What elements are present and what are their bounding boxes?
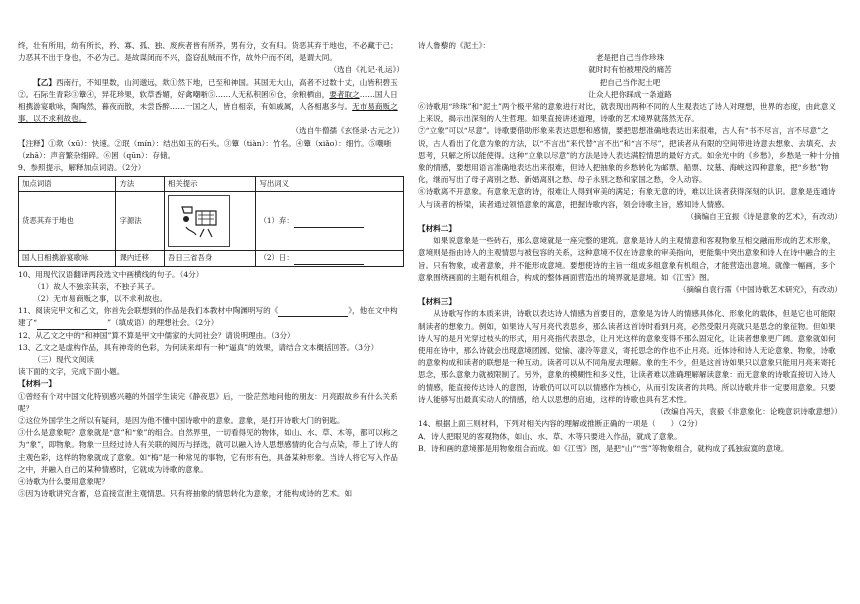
answer-blank[interactable] [294,256,364,265]
material-label: 【材料一】 [18,379,56,389]
source-citation: （摘编自王宜振《诗是意象的艺术》，有改动） [686,211,842,221]
material-label: 【材料二】 [418,224,456,234]
instruction: 读下面的文字，完成下面小题。 [18,367,125,377]
material-label: 【材料三】 [418,297,456,307]
table-header: 方法 [116,177,164,192]
option-a: A．诗人把眼见的客观物体，如山、水、草、木等只要进入作品，就成了意象。 [418,431,682,441]
text-paragraph: ①曾经有个对中国文化特别感兴趣的外国学生读完《静夜思》后，一脸茫然地问他的朋友：月亮跟故乡有什么关系呢？ [18,391,398,413]
question-9: 9、参照提示，解释加点词语。（2分） [18,163,146,173]
poem-line: 就时时有怕被埋没的痛苦 [588,65,672,75]
text-paragraph: ⑥诗歌用“珍珠”和“泥土”两个极平常的意象进行对比，就表现出两种不同的人生观表达了诗人对理想，世界的态度，由此意义上来说，揭示出深刻的人生哲理。如果直接讲述道理，诗歌的艺术境界就荡然无存。 [418,102,836,124]
question-10: 10、用现代汉语翻译两段选文中画横线的句子。（4分） [18,269,204,279]
table-cell [164,192,255,251]
text-paragraph: ④诗歌为什么要用意象呢？ [18,477,110,487]
text-paragraph: 终，壮有所用，幼有所长，矜、寡、孤、独、废疾者皆有所养，男有分，女有归。货恶其弃于地也，不必藏于己；力恶其不出于身也，不必为己。是故谋闭而不兴，盗窃乱贼而不作，故外户而不闭，是谓大同。 [18,41,398,63]
text-paragraph: ⑤因为诗歌讲究含蓄，总直接宣泄主观情思。只有将抽象的情思转化为意象，才能构成诗的艺术。如 [18,489,353,499]
option-b: B．诗和画的意境都是用物象组合而成。如《江雪》图，是把“山”“雪”等物象组合，就构成了孤独寂寞的意境。 [418,443,789,453]
source-citation: （选自牛僧孺《玄怪录·古元之》） [291,126,404,136]
annotation-note: 【注释】①欻（xū）：快速。②珉（mín）：结出如玉的石头。③簟（tiàn）：竹名。④簟（xiǎo）：细竹。⑤嘲哳（zhā）：声音繁杂细碎。⑥囷（qūn）：存储。 [18,138,392,160]
table-cell [256,192,404,251]
poem-line: 把自己当作泥土吧 [599,77,661,87]
glyph-drawing-icon [174,201,224,241]
source-citation: （选自《礼记·礼运》） [329,65,404,75]
table-header: 加点词语 [19,177,116,192]
table-cell: 课内迁移 [116,251,164,266]
section-heading: （三）现代文阅读 [33,355,94,365]
question-14: 14、根据上面三则材料，下列对相关内容的理解或推断正确的一项是（ ）（2分） [418,419,703,429]
left-column [18,40,404,501]
vocab-table [18,176,404,266]
question-13: 13、乙文之是虚构作品，具有神奇的色彩，为何读来却有一种“逼真”的效果，请结合文本概括回答。（3分） [18,342,379,352]
table-cell: 吾日三省吾身 [164,251,255,266]
text-paragraph: ②这位外国学生之所以有疑问，是因为他不懂中国诗歌中的意象。意象，是打开诗歌大门的钥匙。 [18,416,345,426]
poem-line: 让众人把你踩成一条道路 [588,89,672,99]
question-10-item: （1）故人不独亲其亲，不独子其子。 [33,281,160,291]
underlined-sentence: 无市易商贩之事，以不求利故也。 [18,102,398,124]
section-label: 【乙】 [33,77,56,87]
answer-blank[interactable] [37,321,107,330]
poem [418,52,842,101]
text-paragraph: 如果说意象是一些砖石，那么意境就是一座完整的建筑。意象是诗人的主观情意和客观物象互相交融而形成的艺术形象，意境则是指由诗人的主观情思与被包容的关系，这种意境不仅在诗意象的审美指向，更能集中突出意象和诗人在诗中融合的主旨。只有物象，或者意象，并不能形成意境。要想使诗的主旨一组成多组意象有机组合，才能营造出意境。就像一幅画，多个意象围绕画面的主题有机组合，构成的整体画面营造出的境界就是意境。如《江雪》图。 [418,236,836,282]
source-citation: （摘编自袁行霈《中国诗歌艺术研究》，有改动） [678,285,842,295]
answer-blank[interactable] [294,219,364,228]
answer-prompt: （2）日： [259,253,294,263]
poem-line: 老是把自己当作珍珠 [595,53,665,63]
text-paragraph: ③什么是意象呢？意象就是“意”和“象”的组合。自然界里，一切看得见的物体，如山、水、草、木等，都可以称之为“象”，即物象。物象一旦经过诗人有关联的阅历与择选，就可以融入诗人思想感情的化合与点染，带上了诗人的主观色彩，这样的物象就成了意象。如“梅”是一种常见的事物，它有形有色，具备某种形象。当诗人将它写入作品之中，并融入自己的某种情感时，它就成为诗歌的意象。 [18,428,399,474]
source-citation: （改编自冯天，袁毅《非意象化：论晚意识诗歌意想》） [655,407,842,417]
answer-prompt: （1）弃： [259,216,294,226]
table-cell [256,251,404,266]
text-span: ”（填成语）的理想社会。（2分） [107,318,219,328]
ancient-glyph-image [168,195,230,247]
text-paragraph: ⑧诗歌离不开意象。有意象无意的诗，很难让人得到审美的满足；有象无意的诗，难以让读者获得深刻的认识。意象是连通诗人与读者的桥梁，读者通过领悟意象的寓意，把握诗歌内容，领会诗歌主旨，感知诗人情感。 [418,187,836,209]
text-span: 》，他在文中构建了“ [18,306,398,328]
text-paragraph [18,77,404,126]
table-header: 写出词义 [256,177,404,192]
question-12: 12、从乙文之中的“和神国”算不算是甲文中儒家的大同社会？请说明理由。（3分） [18,330,295,340]
table-cell: 国人日相携游宴歌咏 [19,251,116,266]
table-header: 相关提示 [164,177,255,192]
question-11 [18,305,404,329]
text-span: 西南行，不知里数，山河邈远，欻①然下地，已至和神国。其国无大山，高者不过数十丈，山皆积碧玉②。石际生青彩③簟④，异花珍果，软草香媚，好禽嘲哳⑤……人无私积囷⑥仓，余粮栖亩， [18,77,398,99]
text-span: 11、阅读完甲文和乙文，你首先会联想到的作品是我们本教材中陶渊明写的《 [18,306,279,316]
underlined-sentence: 要者取之 [329,89,360,99]
text-span: ……国人日相携游宴歌咏，陶陶然，暮夜而散，未尝昏醉……一国之人，皆自相亲，有如戚属，人各相惠多与。 [18,89,398,112]
text-paragraph: 从诗歌写作的本质来讲，诗歌以表达诗人情感为首要目的，意象是为诗人的情感具体化、形象化的载体，但是它也可能限制读者的想象力。例如，如果诗人写月亮代表思乡，那么读者这首诗时看到月亮，必然受限月亮就只是思念的象征物。但如果诗人写的是月光穿过枝头的形式，用月亮指代表思念，让月光这样的意象变得不那么固定化，让读者想象更广阔。意象就如何使用在诗中，那么诗就会出现意境团圆、觉愉、凄冷等意义，寄托思念的作也不止月亮。近体诗和诗人无论意象、物象，诗歌的意象构成和读者的联想是一种互动。读者可以从不同角度去理解。象的生不少，但是这首诗如果只以意象只能用月亮来寄托思念，那么意象力就被限制了。另外，意象的模糊性和多义性，让读者难以准确理解解读意象：而无意象的诗歌直接切入诗人的情感，能直接传达诗人的意图，诗歌仍可以可以以情感作为核心，从而引发读者的共鸣。所以诗歌并非一定要用意象。只要诗人能够写出最真实动人的情感，给人以思想的启迪，这样的诗歌也具有艺术性。 [418,309,836,404]
table-cell: 字源法 [116,192,164,251]
question-10-item: （2）无市易商贩之事，以不求利故也。 [33,294,168,304]
answer-blank[interactable] [278,308,348,317]
right-column [418,40,842,455]
text-paragraph: ⑦“立象”可以“尽意”。诗歌要借助形象来表达思想和感情，要把思想准确地表达出来很难，古人有“书不尽言，言不尽意”之说，古人看出了化意为象的方法，以“不言出”来代替“言不出”和“言不尽”，把读者从有限的空间带进诗意去想象、去填充、去思考，只解之所以能使得。这种“立象以尽意”的方法是诗人表达满腔情思的最好方式。如余光中的《乡愁》，乡愁是一种十分抽象的情感，要想用语言准确地表达出来很难，但诗人把抽象的乡愁转化为邮票、船票、坟墓、海峡这四种意象，把“乡愁”物化，继而写出了母子离别之愁、新婚离别之愁、母子永别之愁和家国之愁，令人动容。 [418,126,840,185]
table-cell: 货恶其弃于地也 [19,192,116,251]
text-paragraph: 诗人鲁藜的《泥土》： [418,41,491,50]
